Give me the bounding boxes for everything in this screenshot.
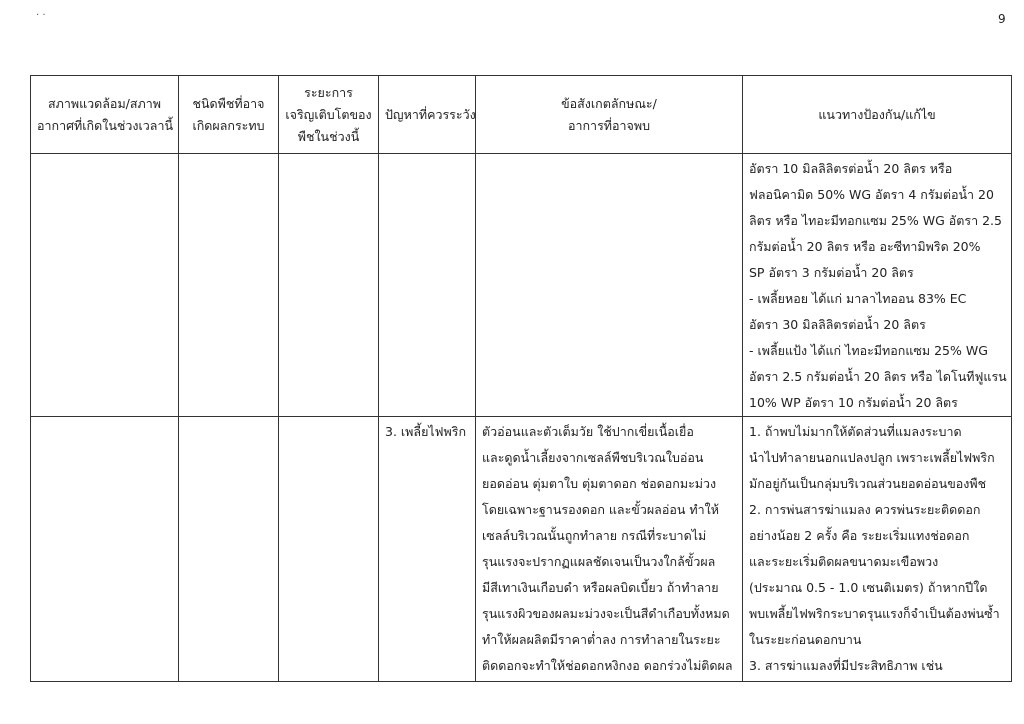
text-line: 1. ถ้าพบไม่มากให้ตัดส่วนที่แมลงระบาด — [749, 424, 962, 439]
header-growth-stage — [279, 76, 379, 154]
text-line: เจริญเติบโตของ — [285, 106, 372, 122]
cell-environment — [31, 417, 179, 682]
cell-environment — [31, 154, 179, 417]
text-line: ลิตร หรือ ไทอะมีทอกแซม 25% WG อัตรา 2.5 — [749, 213, 1002, 228]
pest-management-table — [30, 75, 1012, 682]
text-line: - เพลี้ยหอย ได้แก่ มาลาไทออน 83% EC — [749, 291, 967, 306]
header-problem — [379, 76, 476, 154]
text-line: ฟลอนิคามิด 50% WG อัตรา 4 กรัมต่อน้ำ 20 — [749, 187, 994, 202]
text-line: ชนิดพืชที่อาจ — [192, 95, 265, 111]
text-line: กรัมต่อน้ำ 20 ลิตร หรือ อะซีทามิพริด 20% — [749, 239, 981, 254]
cell-problem — [379, 417, 476, 682]
text-line: และดูดน้ำเลี้ยงจากเซลล์พืชบริเวณใบอ่อน — [482, 450, 704, 465]
cell-symptoms — [476, 417, 743, 682]
text-line: SP อัตรา 3 กรัมต่อน้ำ 20 ลิตร — [749, 265, 914, 280]
table-row — [31, 417, 1012, 682]
table-header-row — [31, 76, 1012, 154]
text-line: ติดดอกจะทำให้ช่อดอกหงิกงอ ดอกร่วงไม่ติดผล — [482, 658, 733, 673]
cell-problem — [379, 154, 476, 417]
text-line: เซลล์บริเวณนั้นถูกทำลาย กรณีที่ระบาดไม่ — [482, 528, 707, 543]
text-line: ปัญหาที่ควรระวัง — [385, 106, 476, 122]
text-line: ระยะการ — [304, 84, 353, 100]
cell-crops — [179, 154, 279, 417]
page-number: 9 — [998, 12, 1006, 26]
text-line: 3. เพลี้ยไฟพริก — [385, 424, 467, 439]
cell-stage — [279, 417, 379, 682]
text-line: รุนแรงจะปรากฏแผลชัดเจนเป็นวงใกล้ขั้วผล — [482, 554, 716, 569]
text-line: ในระยะก่อนดอกบาน — [749, 632, 862, 647]
cell-solution — [743, 417, 1012, 682]
text-line: เกิดผลกระทบ — [192, 117, 265, 133]
text-line: ยอดอ่อน ตุ่มตาใบ ตุ่มตาดอก ช่อดอกมะม่วง — [482, 476, 717, 491]
table-row — [31, 154, 1012, 417]
text-line: อัตรา 30 มิลลิลิตรต่อน้ำ 20 ลิตร — [749, 317, 926, 332]
text-line: อาการที่อาจพบ — [567, 117, 651, 133]
header-solution — [743, 76, 1012, 154]
text-line: มีสีเทาเงินเกือบดำ หรือผลบิดเบี้ยว ถ้าทำลาย — [482, 580, 719, 595]
cell-stage — [279, 154, 379, 417]
cell-symptoms — [476, 154, 743, 417]
text-line: ข้อสังเกตลักษณะ/ — [561, 95, 657, 111]
text-line: รุนแรงผิวของผลมะม่วงจะเป็นสีดำเกือบทั้งหมด — [482, 606, 730, 621]
text-line: อย่างน้อย 2 ครั้ง คือ ระยะเริ่มแทงช่อดอก — [749, 528, 970, 543]
text-line: และระยะเริ่มติดผลขนาดมะเขือพวง — [749, 554, 939, 569]
header-affected-crops — [179, 76, 279, 154]
text-line: มักอยู่กันเป็นกลุ่มบริเวณส่วนยอดอ่อนของพืช — [749, 476, 987, 491]
text-line: นำไปทำลายนอกแปลงปลูก เพราะเพลี้ยไฟพริก — [749, 450, 995, 465]
header-symptoms — [476, 76, 743, 154]
text-line: 3. สารฆ่าแมลงที่มีประสิทธิภาพ เช่น — [749, 658, 943, 673]
text-line: แนวทางป้องกัน/แก้ไข — [818, 106, 936, 122]
header-environment — [31, 76, 179, 154]
text-line: - เพลี้ยแป้ง ได้แก่ ไทอะมีทอกแซม 25% WG — [749, 343, 988, 358]
text-line: (ประมาณ 0.5 - 1.0 เซนติเมตร) ถ้าหากปีใด — [749, 580, 988, 595]
text-line: 2. การพ่นสารฆ่าแมลง ควรพ่นระยะติดดอก — [749, 502, 981, 517]
text-line: สภาพแวดล้อม/สภาพ — [47, 95, 162, 111]
text-line: ตัวอ่อนและตัวเต็มวัย ใช้ปากเขี่ยเนื้อเยื่อ — [482, 424, 694, 439]
text-line: 10% WP อัตรา 10 กรัมต่อน้ำ 20 ลิตร — [749, 395, 958, 410]
cell-solution — [743, 154, 1012, 417]
text-line: อากาศที่เกิดในช่วงเวลานี้ — [37, 117, 174, 133]
text-line: โดยเฉพาะฐานรองดอก และขั้วผลอ่อน ทำให้ — [482, 502, 719, 517]
text-line: พบเพลี้ยไฟพริกระบาดรุนแรงก็จำเป็นต้องพ่นซ้ำ — [749, 606, 1000, 621]
text-line: ทำให้ผลผลิตมีราคาต่ำลง การทำลายในระยะ — [482, 632, 721, 647]
text-line: อัตรา 10 มิลลิลิตรต่อน้ำ 20 ลิตร หรือ — [749, 161, 953, 176]
text-line: พืชในช่วงนี้ — [297, 128, 360, 144]
cell-crops — [179, 417, 279, 682]
scan-speck: · · — [36, 10, 46, 21]
text-line: อัตรา 2.5 กรัมต่อน้ำ 20 ลิตร หรือ ไดโนทีฟูแรน — [749, 369, 1007, 384]
